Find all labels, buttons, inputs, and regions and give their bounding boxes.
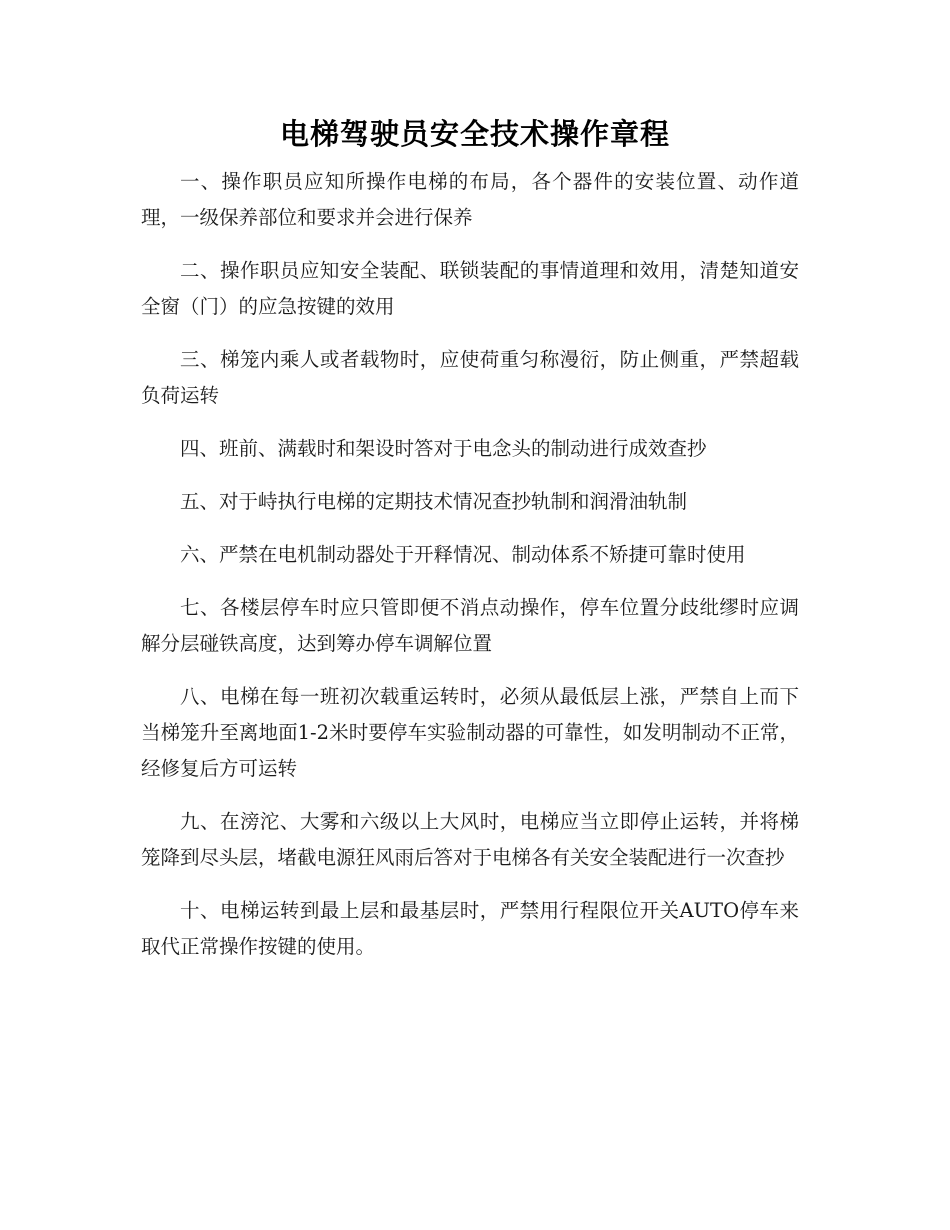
document-body [141, 164, 799, 982]
rule-paragraph-7: 七、各楼层停车时应只管即便不消点动操作，停车位置分歧纰缪时应调解分层碰铁高度，达到筹办停车调解位置 [141, 596, 799, 655]
rule-paragraph-6: 六、严禁在电机制动器处于开释情况、制动体系不矫捷可靠时使用 [180, 543, 746, 566]
rule-paragraph-3: 三、梯笼内乘人或者载物时，应使荷重匀称漫衍，防止侧重，严禁超载负荷运转 [141, 348, 799, 407]
rule-paragraph-10: 十、电梯运转到最上层和最基层时，严禁用行程限位开关AUTO停车来取代正常操作按键的使用。 [141, 899, 799, 958]
rule-paragraph-8: 八、电梯在每一班初次载重运转时，必须从最低层上涨，严禁自上而下当梯笼升至离地面1-2米时要停车实验制动器的可靠性，如发明制动不正常，经修复后方可运转 [141, 685, 799, 780]
rule-paragraph-1: 一、操作职员应知所操作电梯的布局，各个器件的安装位置、动作道理，一级保养部位和要求并会进行保养 [141, 170, 799, 229]
rule-paragraph-9: 九、在滂沱、大雾和六级以上大风时，电梯应当立即停止运转，并将梯笼降到尽头层，堵截电源狂风雨后答对于电梯各有关安全装配进行一次查抄 [141, 810, 799, 869]
rule-paragraph-2: 二、操作职员应知安全装配、联锁装配的事情道理和效用，清楚知道安全窗（门）的应急按键的效用 [141, 259, 799, 318]
rule-paragraph-5: 五、对于峙执行电梯的定期技术情况查抄轨制和润滑油轨制 [180, 490, 688, 513]
rule-paragraph-4: 四、班前、满载时和架设时答对于电念头的制动进行成效查抄 [180, 437, 707, 460]
document-title: 电梯驾驶员安全技术操作章程 [279, 117, 670, 151]
